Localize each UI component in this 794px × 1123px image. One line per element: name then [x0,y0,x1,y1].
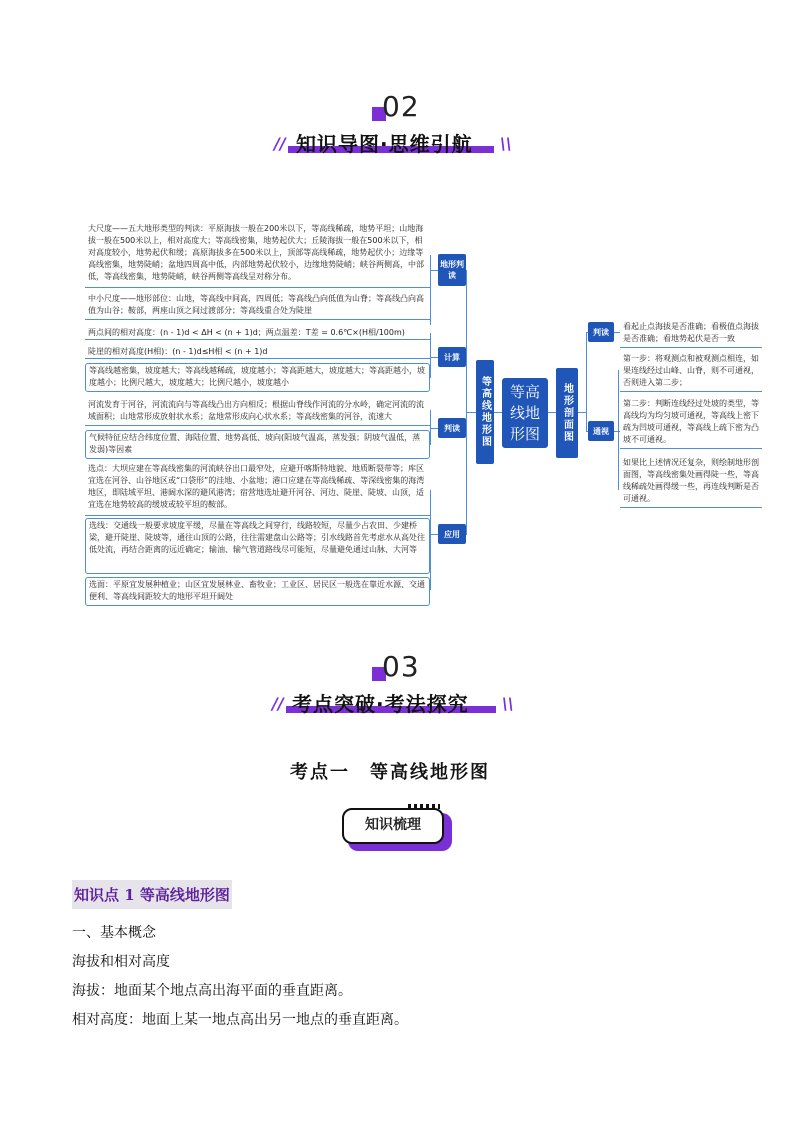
mindmap-leaf: 第一步：将观测点和被观测点相连，如果连线经过山峰、山脊，则不可通视，否则进入第二步； [620,352,762,392]
mindmap-leaf: 选点：大坝应建在等高线密集的河流峡谷出口最窄处，应避开喀斯特地貌、地质断裂带等；库区宜选在河谷、山谷地区或“口袋形”的洼地、小盆地；港口应建在等高线稀疏、等深线密集的海湾地区，即陆域平坦、港阔水深的避风港湾；宿营地选址避开河谷、河边、陡崖、陡坡、山顶，适宜选在地势较高的缓坡或较平坦的鞍部。 [85,462,430,516]
branch-label: 地形剖面图 [561,383,573,443]
connector-line [430,428,438,429]
decor-slash-right: \\ [502,694,514,713]
section-title: 知识导图·思维引航 [296,132,473,156]
mindmap-leaf: 看起止点海拔是否准确；看极值点海拔是否准确；看地势起伏是否一致 [620,320,762,348]
mindmap-leaf: 第二步：判断连线经过处坡的类型，等高线均为均匀坡可通视，等高线上密下疏为凹坡可通视，等高线上疏下密为凸坡不可通视。 [620,397,762,449]
section-number: 02 [382,90,420,123]
mindmap-leaf: 中小尺度——地形部位：山地，等高线中间高，四周低；等高线凸向低值为山脊；等高线凸向高值为山谷；鞍部，两座山顶之间过渡部分；等高线重合处为陡崖 [85,292,430,320]
center-label: 等高线地形图 [509,382,540,443]
connector-line [430,357,438,358]
mindmap-leaf: 河流发育于河谷，河流流向与等高线凸出方向相反；根据山脊线作河流的分水岭，确定河流的流域面积；山地常形成放射状水系；盆地常形成向心状水系；等高线密集的河谷，流速大 [85,398,430,426]
topic-title: 考点一 等高线地形图 [290,762,490,783]
connector-line [430,255,431,325]
mindmap-category: 通视 [588,421,614,441]
connector-line [430,270,438,271]
connector-line [586,332,587,432]
decor-slash-left: // [272,694,284,713]
mindmap-category: 判读 [438,418,466,438]
mindmap-branch-right [556,368,578,458]
body-line: 海拔和相对高度 [72,954,170,970]
connector-line [430,534,438,535]
mindmap-category: 应用 [438,524,466,544]
connector-line [548,412,556,413]
body-line: 相对高度：地面上某一地点高出另一地点的垂直距离。 [72,1012,408,1028]
connector-line [578,412,586,413]
mindmap-leaf: 选线：交通线一般要求坡度平缓，尽量在等高线之间穿行，线路较短，尽量少占农田、少建桥梁，避开陡崖、陡坡等，通往山顶的公路，往往需建盘山公路等；引水线路首先考虑水从高处往低处流，再结合距离的远近确定；输油、输气管道路线尽可能短，尽量避免通过山脉、大河等 [85,518,430,574]
mindmap-leaf: 大尺度——五大地形类型的判读：平原海拔一般在200米以下，等高线稀疏，地势平坦；山地海拔一般在500米以上，相对高度大；等高线密集，地势起伏大；丘陵海拔一般在500米以下，相对高度较小，地势起伏和缓；高原海拔多在500米以上，顶部等高线稀疏，地势起伏小；边缘等高线密集，地势陡峭；盆地四周高中低，内部地势起伏较小，边缘地势陡峭；峡谷两侧高，中部低，等高线密集，地势陡峭，峡谷两侧等高线呈对称分布。 [85,222,430,288]
section-title: 考点突破·考法探究 [292,692,469,716]
mindmap-leaf: 两点间的相对高度：(n - 1)d < ΔH < (n + 1)d；两点温差：T差 = 0.6℃×(H相/100m) [85,326,430,340]
connector-line [430,490,431,590]
decor-slash-right: \\ [500,134,512,153]
connector-line [494,412,502,413]
body-line: 海拔：地面某个地点高出海平面的垂直距离。 [72,983,352,999]
mindmap-category: 地形判读 [438,254,466,286]
branch-label: 等高线地形图 [479,376,491,448]
badge-notch [408,804,440,809]
mindmap-leaf: 如果比上述情况还复杂，则绘制地形剖面图，等高线密集处画得陡一些，等高线稀疏处画得缓一些，再连线判断是否可通视。 [620,456,762,508]
knowledge-point-title: 知识点 1 等高线地形图 [72,880,232,909]
decor-slash-left: // [274,134,286,153]
connector-line [618,370,619,490]
connector-line [430,333,431,378]
mindmap-center [502,378,548,448]
body-line: 一、基本概念 [72,925,156,941]
mindmap-category: 判读 [588,322,614,342]
connector-line [466,412,476,413]
knowledge-badge: 知识梳理 [342,808,444,844]
mindmap-leaf: 陡崖的相对高度(H相)：(n - 1)d≤H相 < (n + 1)d [85,345,430,359]
mindmap-leaf: 等高线越密集，坡度越大；等高线越稀疏，坡度越小；等高距越大，坡度越大；等高距越小，坡度越小；比例尺越大，坡度越大；比例尺越小，坡度越小 [85,363,430,392]
mindmap-leaf: 气候特征应结合纬度位置、海陆位置、地势高低、坡向(阳坡气温高，蒸发强；阴坡气温低，蒸发弱)等因素 [85,430,430,459]
mindmap-branch-left [476,360,494,464]
section-number: 03 [382,650,420,683]
mindmap-leaf: 选面：平原宜发展种植业；山区宜发展林业、畜牧业；工业区、居民区一般选在靠近水源、交通便利、等高线间距较大的地形平坦开阔处 [85,577,430,606]
connector-line [466,270,467,535]
mindmap-category: 计算 [438,347,466,367]
